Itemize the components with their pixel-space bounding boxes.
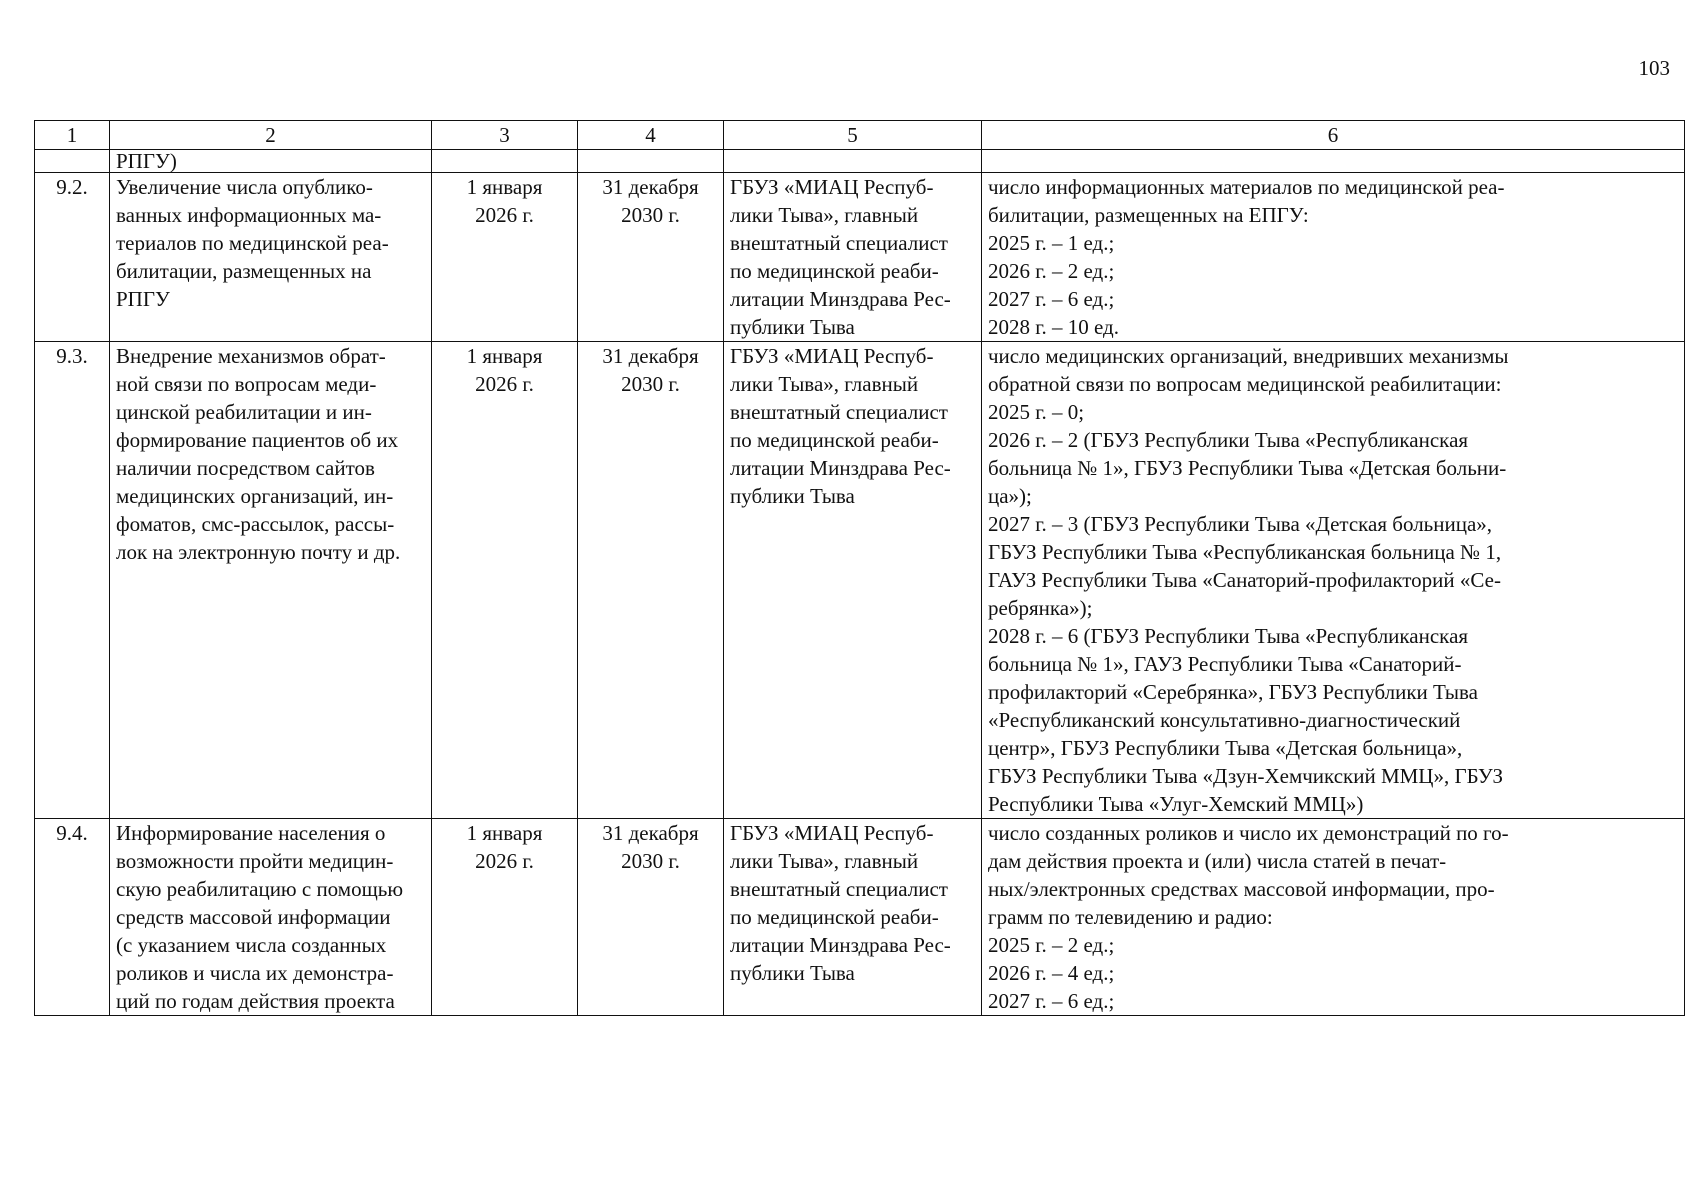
responsible-party xyxy=(724,342,982,819)
item-number: 9.3. xyxy=(35,342,110,819)
responsible-party-line: литации Минздрава Рес- xyxy=(730,933,951,957)
responsible-party-line: публики Тыва xyxy=(730,484,855,508)
measure-name-line: средств массовой информации xyxy=(116,905,391,929)
start-date xyxy=(432,173,578,342)
expected-result-line: ца»); xyxy=(988,484,1032,508)
responsible-party xyxy=(724,173,982,342)
end-date-line: 31 декабря xyxy=(602,344,699,368)
expected-result-line: дам действия проекта и (или) числа статей в печат- xyxy=(988,849,1447,873)
responsible-party-line: публики Тыва xyxy=(730,961,855,985)
measure-name-line: ной связи по вопросам меди- xyxy=(116,372,377,396)
table-row xyxy=(35,819,1685,1016)
measure-name xyxy=(110,819,432,1016)
expected-result-line: 2027 г. – 3 (ГБУЗ Республики Тыва «Детская больница», xyxy=(988,512,1493,536)
expected-result-line: профилакторий «Серебрянка», ГБУЗ Республики Тыва xyxy=(988,680,1478,704)
table-row xyxy=(35,173,1685,342)
measure-name-line: лок на электронную почту и др. xyxy=(116,540,401,564)
start-date xyxy=(432,819,578,1016)
measure-name-line: РПГУ xyxy=(116,287,170,311)
expected-result-line: 2025 г. – 1 ед.; xyxy=(988,231,1115,255)
end-date-line: 2030 г. xyxy=(621,203,680,227)
expected-result-line: больница № 1», ГАУЗ Республики Тыва «Санаторий- xyxy=(988,652,1462,676)
measure-name-line: ций по годам действия проекта xyxy=(116,989,395,1013)
expected-result-line: ГБУЗ Республики Тыва «Дзун-Хемчикский ММЦ», ГБУЗ xyxy=(988,764,1504,788)
expected-result-line: 2026 г. – 2 ед.; xyxy=(988,259,1115,283)
expected-result-line: 2028 г. – 6 (ГБУЗ Республики Тыва «Республиканская xyxy=(988,624,1469,648)
end-date-line: 2030 г. xyxy=(621,849,680,873)
column-number-row xyxy=(35,121,1685,150)
measure-name-line: наличии посредством сайтов xyxy=(116,456,375,480)
expected-result-line: 2025 г. – 2 ед.; xyxy=(988,933,1115,957)
expected-result-line: 2027 г. – 6 ед.; xyxy=(988,989,1115,1013)
start-date-line: 2026 г. xyxy=(475,203,534,227)
expected-result xyxy=(982,819,1685,1016)
responsible-party-line: ГБУЗ «МИАЦ Респуб- xyxy=(730,175,934,199)
expected-result-line: 2028 г. – 10 ед. xyxy=(988,315,1119,339)
start-date-line: 2026 г. xyxy=(475,849,534,873)
start-date-line: 1 января xyxy=(466,821,543,845)
responsible-party-line: ГБУЗ «МИАЦ Респуб- xyxy=(730,344,934,368)
measure-name-line: билитации, размещенных на xyxy=(116,259,372,283)
responsible-party-line: по медицинской реаби- xyxy=(730,905,939,929)
responsible-party-line: по медицинской реаби- xyxy=(730,259,939,283)
page-number: 103 xyxy=(1638,56,1670,80)
responsible-party-line: литации Минздрава Рес- xyxy=(730,287,951,311)
end-date xyxy=(578,342,724,819)
start-date-line: 1 января xyxy=(466,344,543,368)
expected-result-line: обратной связи по вопросам медицинской реабилитации: xyxy=(988,372,1502,396)
measure-name-line: роликов и числа их демонстра- xyxy=(116,961,394,985)
column-header: 2 xyxy=(110,121,432,150)
responsible-party-line: внештатный специалист xyxy=(730,400,948,424)
expected-result-line: число созданных роликов и число их демонстраций по го- xyxy=(988,821,1509,845)
column-header: 5 xyxy=(724,121,982,150)
responsible-party-line: литации Минздрава Рес- xyxy=(730,456,951,480)
measures-table xyxy=(34,120,1685,1016)
expected-result-line: 2025 г. – 0; xyxy=(988,400,1085,424)
expected-result-line: ГАУЗ Республики Тыва «Санаторий-профилакторий «Се- xyxy=(988,568,1501,592)
expected-result-line: 2027 г. – 6 ед.; xyxy=(988,287,1115,311)
column-header: 3 xyxy=(432,121,578,150)
expected-result-line: ных/электронных средствах массовой информации, про- xyxy=(988,877,1495,901)
start-date-line: 1 января xyxy=(466,175,543,199)
expected-result-line: число информационных материалов по медицинской реа- xyxy=(988,175,1505,199)
measure-name-line: Внедрение механизмов обрат- xyxy=(116,344,386,368)
item-number: 9.4. xyxy=(35,819,110,1016)
item-number: 9.2. xyxy=(35,173,110,342)
responsible-party-line: ГБУЗ «МИАЦ Респуб- xyxy=(730,821,934,845)
responsible-party-line: внештатный специалист xyxy=(730,877,948,901)
responsible-party-line: по медицинской реаби- xyxy=(730,428,939,452)
continuation-empty-cell xyxy=(578,150,724,173)
end-date-line: 31 декабря xyxy=(602,821,699,845)
end-date xyxy=(578,819,724,1016)
responsible-party-line: лики Тыва», главный xyxy=(730,849,919,873)
measure-name-line: Информирование населения о xyxy=(116,821,386,845)
end-date xyxy=(578,173,724,342)
responsible-party xyxy=(724,819,982,1016)
expected-result-line: билитации, размещенных на ЕПГУ: xyxy=(988,203,1309,227)
measure-name-line: цинской реабилитации и ин- xyxy=(116,400,372,424)
continuation-empty-cell xyxy=(982,150,1685,173)
column-header: 1 xyxy=(35,121,110,150)
expected-result-line: Республики Тыва «Улуг-Хемский ММЦ») xyxy=(988,792,1364,816)
expected-result-line: грамм по телевидению и радио: xyxy=(988,905,1273,929)
measure-name-line: формирование пациентов об их xyxy=(116,428,399,452)
continuation-empty-cell xyxy=(432,150,578,173)
responsible-party-line: лики Тыва», главный xyxy=(730,372,919,396)
measure-name-line: медицинских организаций, ин- xyxy=(116,484,394,508)
measure-name-line: (с указанием числа созданных xyxy=(116,933,387,957)
end-date-line: 2030 г. xyxy=(621,372,680,396)
measure-name-line: Увеличение числа опублико- xyxy=(116,175,373,199)
expected-result-line: 2026 г. – 4 ед.; xyxy=(988,961,1115,985)
continuation-text: РПГУ) xyxy=(110,150,432,173)
continuation-row xyxy=(35,150,1685,173)
table-row xyxy=(35,342,1685,819)
end-date-line: 31 декабря xyxy=(602,175,699,199)
expected-result xyxy=(982,342,1685,819)
measure-name-line: ванных информационных ма- xyxy=(116,203,382,227)
column-header: 6 xyxy=(982,121,1685,150)
continuation-empty-cell xyxy=(724,150,982,173)
expected-result-line: ГБУЗ Республики Тыва «Республиканская больница № 1, xyxy=(988,540,1502,564)
expected-result-line: «Республиканский консультативно-диагностический xyxy=(988,708,1461,732)
continuation-num-cell xyxy=(35,150,110,173)
measure-name xyxy=(110,173,432,342)
responsible-party-line: лики Тыва», главный xyxy=(730,203,919,227)
responsible-party-line: публики Тыва xyxy=(730,315,855,339)
start-date-line: 2026 г. xyxy=(475,372,534,396)
measure-name-line: териалов по медицинской реа- xyxy=(116,231,389,255)
expected-result-line: число медицинских организаций, внедривших механизмы xyxy=(988,344,1509,368)
measure-name-line: скую реабилитацию с помощью xyxy=(116,877,404,901)
measure-name-line: возможности пройти медицин- xyxy=(116,849,394,873)
responsible-party-line: внештатный специалист xyxy=(730,231,948,255)
expected-result-line: 2026 г. – 2 (ГБУЗ Республики Тыва «Республиканская xyxy=(988,428,1469,452)
start-date xyxy=(432,342,578,819)
expected-result xyxy=(982,173,1685,342)
measure-name xyxy=(110,342,432,819)
column-header: 4 xyxy=(578,121,724,150)
expected-result-line: больница № 1», ГБУЗ Республики Тыва «Детская больни- xyxy=(988,456,1507,480)
measure-name-line: фоматов, смс-рассылок, рассы- xyxy=(116,512,395,536)
expected-result-line: ребрянка»); xyxy=(988,596,1093,620)
expected-result-line: центр», ГБУЗ Республики Тыва «Детская больница», xyxy=(988,736,1463,760)
